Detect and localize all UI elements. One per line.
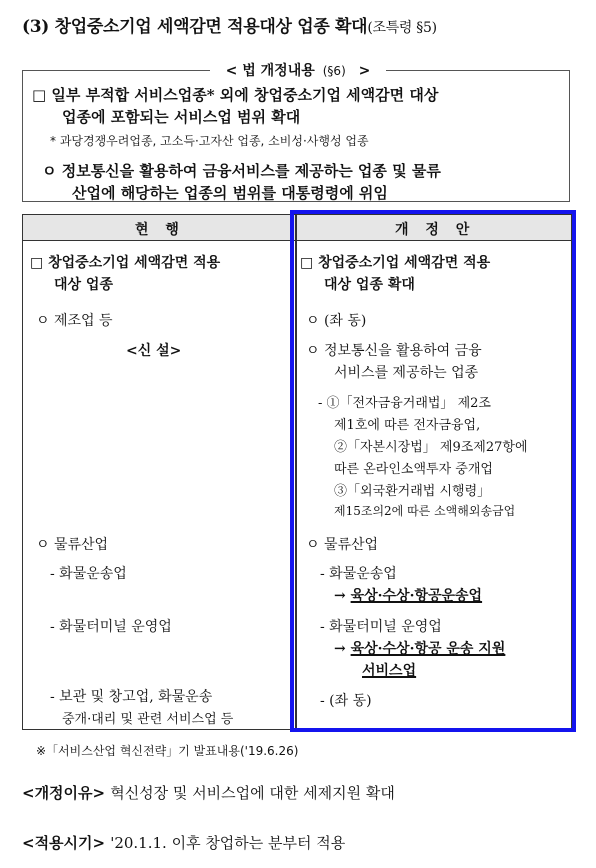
revised-item-fin-line2: 서비스를 제공하는 업종 <box>334 365 479 381</box>
section-title <box>22 12 437 37</box>
revised-item-logistics: ㅇ 물류산업 <box>306 537 379 553</box>
effective-label: <적용시기> <box>22 834 106 852</box>
header-current: 현 행 <box>135 222 185 238</box>
current-item-logistics: ㅇ 물류산업 <box>36 537 109 553</box>
current-sub-storage-line2: 중개·대리 및 관련 서비스업 등 <box>62 712 234 727</box>
current-sub-freight: - 화물운송업 <box>50 566 127 582</box>
revised-law3-line1: ③「외국환거래법 시행령」 <box>334 484 491 499</box>
current-box-line1: □ 창업중소기업 세액감면 적용 <box>30 255 221 271</box>
reason-line <box>22 782 395 803</box>
arrow-icon: → <box>334 641 346 657</box>
revised-law1-line1: - ①「전자금융거래법」 제2조 <box>318 396 491 411</box>
revised-item-same: ㅇ (좌 동) <box>306 313 367 329</box>
legal-heading-text: < 법 개정내용 <box>218 63 323 79</box>
effective-text: '20.1.1. 이후 창업하는 분부터 적용 <box>110 834 346 852</box>
legal-item2-line1: ㅇ 정보통신을 활용하여 금융서비스를 제공하는 업종 및 물류 <box>42 162 441 180</box>
revised-law3-line2: 제15조의2에 따른 소액해외송금업 <box>334 504 516 518</box>
legal-item1-line1: □ 일부 부적합 서비스업종* 외에 창업중소기업 세액감면 대상 <box>32 86 439 104</box>
legal-note: * 과당경쟁우려업종, 고소득·고자산 업종, 소비성·사행성 업종 <box>50 134 369 148</box>
legal-item2-line2: 산업에 해당하는 업종의 범위를 대통령령에 위임 <box>72 184 388 202</box>
current-box-line2: 대상 업종 <box>54 277 113 293</box>
revised-law1-line2: 제1호에 따른 전자금융업, <box>334 418 481 433</box>
header-revised: 개 정 안 <box>395 222 476 238</box>
revised-box-line1: □ 창업중소기업 세액감면 적용 <box>300 255 491 271</box>
effective-line <box>22 832 345 853</box>
revised-sub-same: - (좌 동) <box>320 693 372 709</box>
reason-text: 혁신성장 및 서비스업에 대한 세제지원 확대 <box>110 784 395 802</box>
current-new-marker: <신 설> <box>126 343 182 359</box>
current-sub-storage-line1: - 보관 및 창고업, 화물운송 <box>50 689 213 705</box>
legal-change-heading <box>0 60 596 80</box>
legal-heading-close: > <box>346 63 379 79</box>
revised-freight-new-text: 육상·수상·항공운송업 <box>350 588 483 604</box>
revised-sub-freight: - 화물운송업 <box>320 566 397 582</box>
footnote: ※「서비스산업 혁신전략」기 발표내용('19.6.26) <box>36 744 299 758</box>
revised-sub-terminal: - 화물터미널 운영업 <box>320 619 442 635</box>
revised-law2-line2: 따른 온라인소액투자 중개업 <box>334 462 493 477</box>
legal-item1-line2: 업종에 포함되는 서비스업 범위 확대 <box>62 108 301 126</box>
section-title-main: (3) 창업중소기업 세액감면 적용대상 업종 확대 <box>22 17 368 37</box>
revised-column-highlight <box>290 210 576 732</box>
revised-item-fin-line1: ㅇ 정보통신을 활용하여 금융 <box>306 343 482 359</box>
revised-terminal-new-line2: 서비스업 <box>362 663 417 679</box>
section-title-ref: (조특령 §5) <box>367 20 437 36</box>
legal-heading-ref: (§6) <box>322 64 346 78</box>
current-sub-terminal: - 화물터미널 운영업 <box>50 619 172 635</box>
revised-terminal-new-line1: 육상·수상·항공 운송 지원 <box>350 641 506 657</box>
revised-box-line2: 대상 업종 확대 <box>324 277 415 293</box>
reason-label: <개정이유> <box>22 784 106 802</box>
current-item-manufacturing: ㅇ 제조업 등 <box>36 313 113 329</box>
revised-law2-line1: ②「자본시장법」 제9조제27항에 <box>334 440 528 455</box>
arrow-icon: → <box>334 588 346 604</box>
